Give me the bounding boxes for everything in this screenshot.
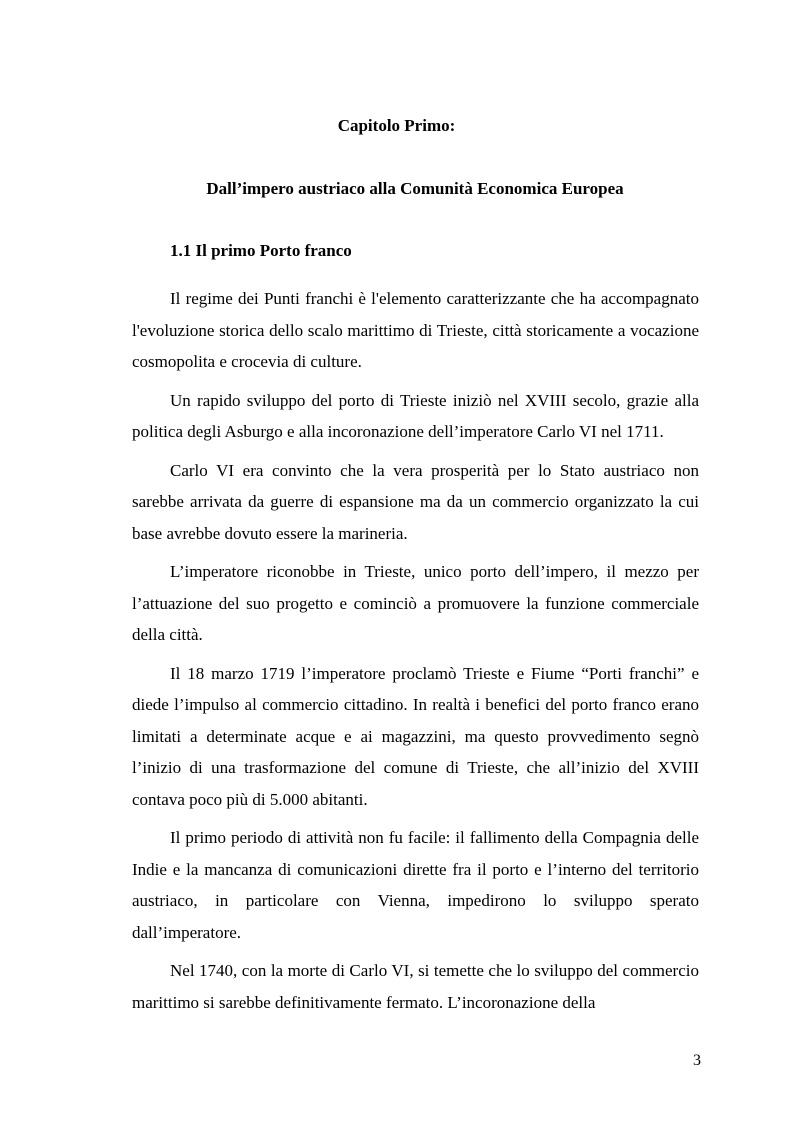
paragraph: Nel 1740, con la morte di Carlo VI, si temette che lo sviluppo del commercio marittimo si sarebbe definitivamente fermato. L’incoronazione della [132, 961, 699, 1012]
paragraph: Il regime dei Punti franchi è l'elemento caratterizzante che ha accompagnato l'evoluzione storica dello scalo marittimo di Trieste, città storicamente a vocazione cosmopolita e crocevia di culture. [132, 289, 699, 371]
paragraph: Un rapido sviluppo del porto di Trieste iniziò nel XVIII secolo, grazie alla politica degli Asburgo e alla incoronazione dell’imperatore Carlo VI nel 1711. [132, 390, 699, 441]
chapter-title: Dall’impero austriaco alla Comunità Economica Europea [206, 179, 624, 198]
section-heading: 1.1 Il primo Porto franco [170, 241, 352, 260]
paragraph: Il primo periodo di attività non fu facile: il fallimento della Compagnia delle Indie e la mancanza di comunicazioni dirette fra il porto e l’interno del territorio austriaco, in particolare con Vienna, impedirono lo sviluppo sperato dall’imperatore. [132, 828, 699, 942]
body-text [132, 283, 699, 1025]
chapter-label: Capitolo Primo: [337, 116, 456, 135]
paragraph: Il 18 marzo 1719 l’imperatore proclamò Trieste e Fiume “Porti franchi” e diede l’impulso al commercio cittadino. In realtà i benefici del porto franco erano limitati a determinate acque e ai magazzini, ma questo provvedimento segnò l’inizio di una trasformazione del comune di Trieste, che all’inizio del XVIII contava poco più di 5.000 abitanti. [132, 663, 699, 809]
paragraph: Carlo VI era convinto che la vera prosperità per lo Stato austriaco non sarebbe arrivata da guerre di espansione ma da un commercio organizzato la cui base avrebbe dovuto essere la marineria. [132, 460, 699, 543]
page-number: 3 [693, 1052, 701, 1069]
paragraph: L’imperatore riconobbe in Trieste, unico porto dell’impero, il mezzo per l’attuazione del suo progetto e cominciò a promuovere la funzione commerciale della città. [132, 562, 699, 644]
